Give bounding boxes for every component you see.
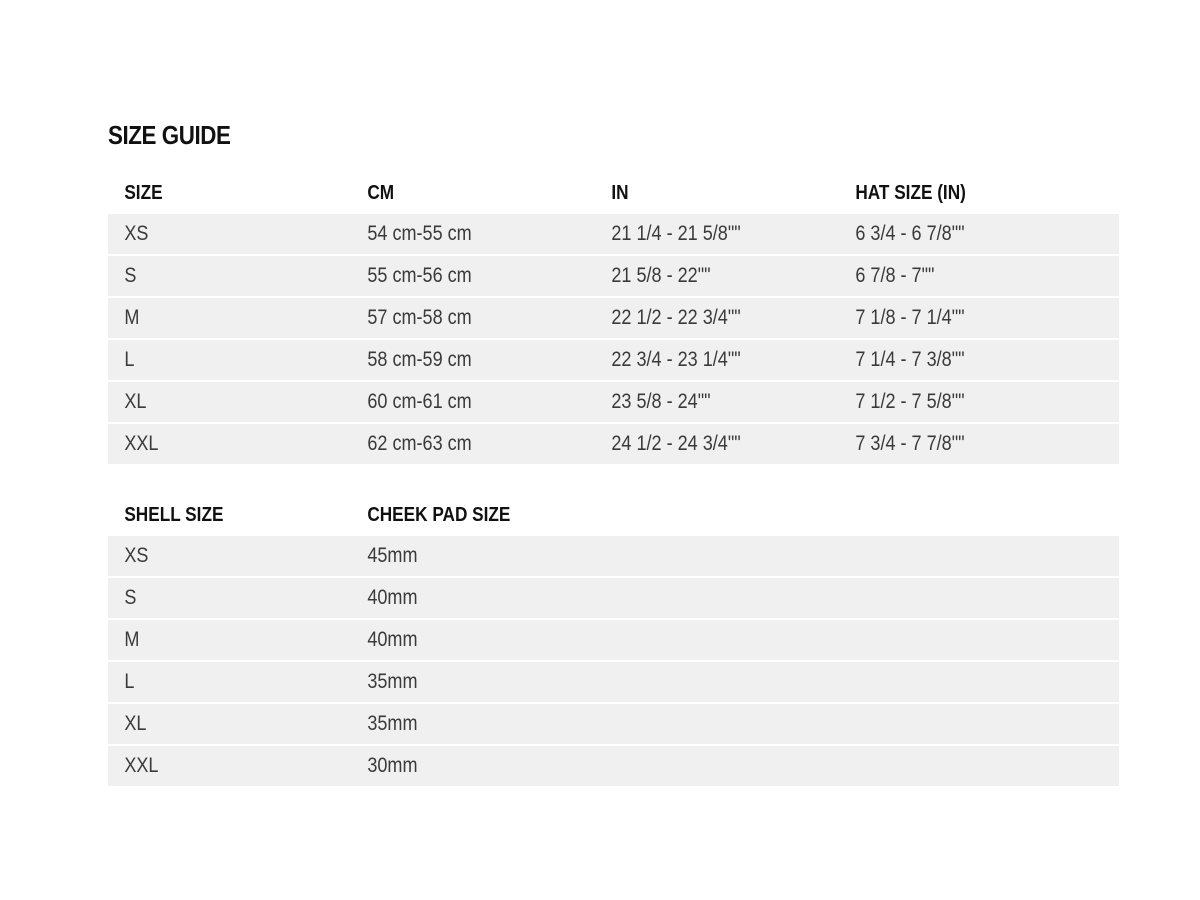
column-header-size: SIZE xyxy=(124,181,163,204)
size-cell: S xyxy=(124,264,137,287)
cm-cell: 60 cm-61 cm xyxy=(367,390,472,413)
size-cell: XS xyxy=(124,222,149,245)
table-row xyxy=(108,620,1119,660)
column-header-shell-size: SHELL SIZE xyxy=(124,503,224,526)
shell-size-cell: S xyxy=(124,586,137,609)
size-cell: L xyxy=(124,348,135,371)
in-cell: 24 1/2 - 24 3/4"" xyxy=(611,432,741,455)
cm-cell: 62 cm-63 cm xyxy=(367,432,472,455)
cheek-pad-cell: 30mm xyxy=(367,754,418,777)
hat-size-cell: 7 3/4 - 7 7/8"" xyxy=(855,432,965,455)
shell-size-cell: M xyxy=(124,628,140,651)
hat-size-cell: 7 1/4 - 7 3/8"" xyxy=(855,348,965,371)
cheek-pad-cell: 45mm xyxy=(367,544,418,567)
in-cell: 22 1/2 - 22 3/4"" xyxy=(611,306,741,329)
in-cell: 23 5/8 - 24"" xyxy=(611,390,711,413)
size-cell: M xyxy=(124,306,140,329)
in-cell: 21 5/8 - 22"" xyxy=(611,264,711,287)
size-guide-table xyxy=(108,174,1119,466)
size-cell: XXL xyxy=(124,432,159,455)
column-header-cm: CM xyxy=(367,181,395,204)
size-table-header xyxy=(108,174,1119,212)
hat-size-cell: 6 3/4 - 6 7/8"" xyxy=(855,222,965,245)
page-title: SIZE GUIDE xyxy=(108,120,231,150)
table-row xyxy=(108,298,1119,338)
hat-size-cell: 7 1/2 - 7 5/8"" xyxy=(855,390,965,413)
shell-size-cell: L xyxy=(124,670,135,693)
column-header-in: IN xyxy=(611,181,629,204)
cheek-pad-cell: 40mm xyxy=(367,586,418,609)
cm-cell: 58 cm-59 cm xyxy=(367,348,472,371)
cheek-pad-cell: 35mm xyxy=(367,670,418,693)
hat-size-cell: 7 1/8 - 7 1/4"" xyxy=(855,306,965,329)
cheek-pad-cell: 35mm xyxy=(367,712,418,735)
table-row xyxy=(108,704,1119,744)
table-row xyxy=(108,340,1119,380)
in-cell: 21 1/4 - 21 5/8"" xyxy=(611,222,741,245)
in-cell: 22 3/4 - 23 1/4"" xyxy=(611,348,741,371)
shell-table-header xyxy=(108,496,1119,534)
table-row xyxy=(108,214,1119,254)
table-row xyxy=(108,662,1119,702)
size-cell: XL xyxy=(124,390,147,413)
column-header-hat-size: HAT SIZE (IN) xyxy=(855,181,966,204)
shell-size-cell: XS xyxy=(124,544,149,567)
shell-size-cell: XL xyxy=(124,712,147,735)
table-row xyxy=(108,536,1119,576)
table-row xyxy=(108,746,1119,786)
cheek-pad-cell: 40mm xyxy=(367,628,418,651)
table-row xyxy=(108,256,1119,296)
cm-cell: 57 cm-58 cm xyxy=(367,306,472,329)
cm-cell: 54 cm-55 cm xyxy=(367,222,472,245)
table-row xyxy=(108,424,1119,464)
cm-cell: 55 cm-56 cm xyxy=(367,264,472,287)
table-row xyxy=(108,382,1119,422)
hat-size-cell: 6 7/8 - 7"" xyxy=(855,264,935,287)
shell-size-table xyxy=(108,496,1119,788)
column-header-cheek-pad-size: CHEEK PAD SIZE xyxy=(367,503,511,526)
shell-size-cell: XXL xyxy=(124,754,159,777)
table-row xyxy=(108,578,1119,618)
